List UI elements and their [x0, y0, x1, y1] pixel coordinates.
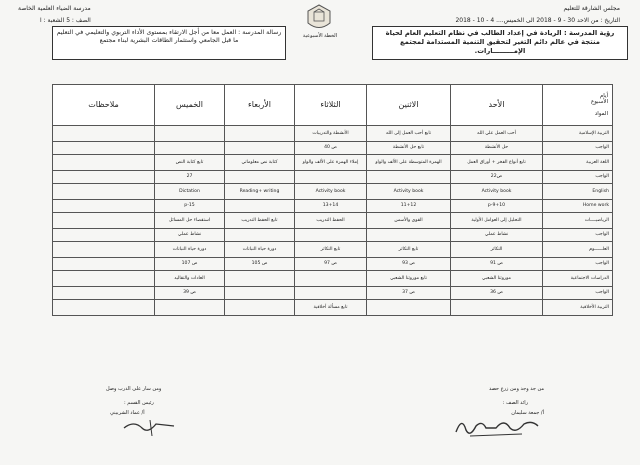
cell-tuesday: [295, 271, 367, 287]
cell-notes: [53, 200, 155, 213]
cell-thursday: p-15: [155, 200, 225, 213]
cell-sunday: نشاط عملي: [451, 229, 543, 242]
day-tuesday: الثلاثاء: [295, 85, 367, 126]
cell-wednesday: [225, 142, 295, 155]
cell-wednesday: تابع الحفظ التدريب: [225, 213, 295, 229]
cell-wednesday: [225, 171, 295, 184]
date-range: التاريخ : من الاحد 30 - 9 - 2018 الى الخميس.... 4 - 10 - 2018: [455, 17, 620, 24]
cell-tuesday: إملاء الهمزة على الألف والواو: [295, 155, 367, 171]
cell-tuesday: [295, 287, 367, 300]
cell-thursday: Dictation: [155, 184, 225, 200]
corner-subjects: المواد: [594, 111, 608, 118]
cell-notes: [53, 126, 155, 142]
right-quote: من جد وجد ومن زرع حصد: [488, 386, 544, 392]
school-name: مدرسة الضياء العلمية الخاصة: [18, 5, 91, 12]
cell-tuesday: الأنشطة والتدريبات: [295, 126, 367, 142]
cell-wednesday: [225, 287, 295, 300]
left-quote: ومن سار على الدرب وصل: [106, 386, 162, 392]
corner-days: أيام: [599, 92, 608, 99]
cell-monday: [367, 171, 451, 184]
subject-cell: الواجب: [543, 142, 613, 155]
cell-sunday: حل الأنشطة: [451, 142, 543, 155]
table-row: [53, 229, 613, 242]
cell-thursday: دورة حياة النباتات: [155, 242, 225, 258]
cell-thursday: استقصاء حل المسائل: [155, 213, 225, 229]
cell-sunday: ص 36: [451, 287, 543, 300]
subject-cell: Home work: [543, 200, 613, 213]
cell-tuesday: [295, 171, 367, 184]
cell-thursday: [155, 300, 225, 316]
cell-tuesday: تابع التكاثر: [295, 242, 367, 258]
subject-cell: الرياضيــــات: [543, 213, 613, 229]
cell-monday: ص 37: [367, 287, 451, 300]
logo-caption: الخطة الأسبوعية: [302, 33, 338, 39]
cell-thursday: نشاط عملي: [155, 229, 225, 242]
ministry-name: مجلس الشارقة للتعليم: [563, 5, 620, 12]
cell-monday: تابع التكاثر: [367, 242, 451, 258]
table-row: [53, 171, 613, 184]
table-row: [53, 155, 613, 171]
cell-wednesday: دورة حياة النباتات: [225, 242, 295, 258]
cell-monday: [367, 229, 451, 242]
day-monday: الاثنين: [367, 85, 451, 126]
cell-wednesday: [225, 200, 295, 213]
cell-thursday: تابع كتابة النص: [155, 155, 225, 171]
subject-cell: التربية الإسلامية: [543, 126, 613, 142]
cell-monday: تابع موروثنا الشعبي: [367, 271, 451, 287]
cell-thursday: ص 39: [155, 287, 225, 300]
cell-wednesday: كتابة نص معلوماتي: [225, 155, 295, 171]
cell-sunday: ص22: [451, 171, 543, 184]
cell-sunday: [451, 300, 543, 316]
table-row: [53, 271, 613, 287]
cell-notes: [53, 242, 155, 258]
cell-notes: [53, 213, 155, 229]
table-row: [53, 287, 613, 300]
subject-cell: English: [543, 184, 613, 200]
corner-week: الأسبوع: [590, 98, 608, 105]
cell-tuesday: Activity book: [295, 184, 367, 200]
cell-notes: [53, 171, 155, 184]
cell-thursday: العادات والتقاليد: [155, 271, 225, 287]
cell-tuesday: ص 97: [295, 258, 367, 271]
table-row: [53, 213, 613, 229]
cell-wednesday: ص 105: [225, 258, 295, 271]
teacher-name: أ/ جمعة سليمان: [511, 410, 544, 416]
table-row: [53, 258, 613, 271]
cell-monday: Activity book: [367, 184, 451, 200]
grade-section: الصف : 5 الشعبة : ا: [40, 17, 91, 24]
cell-monday: الهمزة المتوسطة على الألف والواو: [367, 155, 451, 171]
cell-monday: تابع أحب العمل إلى الله: [367, 126, 451, 142]
subject-cell: الدراسات الاجتماعية: [543, 271, 613, 287]
cell-tuesday: ص 40: [295, 142, 367, 155]
subject-cell: الواجب: [543, 171, 613, 184]
corner-cell: [543, 85, 613, 126]
cell-notes: [53, 271, 155, 287]
table-row: [53, 242, 613, 258]
cell-monday: ص 93: [367, 258, 451, 271]
cell-monday: 11+12: [367, 200, 451, 213]
cell-notes: [53, 184, 155, 200]
cell-notes: [53, 229, 155, 242]
notes-header: ملاحظات: [53, 85, 155, 126]
subject-cell: التربية الأخلاقية: [543, 300, 613, 316]
school-logo: [302, 3, 336, 33]
subject-cell: اللغة العربية: [543, 155, 613, 171]
mission-box: رسالة المدرسة : العمل معا من أجل الارتقاء بمستوى الأداء التربوي والتعليمي في التعليم ما قبل الجامعي واستثمار الطاقات البشرية لبناء مجتمع: [52, 26, 286, 60]
head-title: رئيس القسم :: [124, 400, 154, 406]
cell-sunday: أحب العمل علي الله: [451, 126, 543, 142]
subject-cell: الواجب: [543, 258, 613, 271]
subject-cell: الواجب: [543, 229, 613, 242]
table-row: [53, 126, 613, 142]
cell-notes: [53, 258, 155, 271]
cell-notes: [53, 287, 155, 300]
cell-sunday: ص 91: [451, 258, 543, 271]
head-signature: [120, 416, 180, 438]
cell-wednesday: [225, 229, 295, 242]
subject-cell: العلــــــوم: [543, 242, 613, 258]
cell-thursday: 27: [155, 171, 225, 184]
cell-notes: [53, 142, 155, 155]
cell-notes: [53, 300, 155, 316]
cell-tuesday: [295, 229, 367, 242]
cell-wednesday: [225, 126, 295, 142]
cell-wednesday: Reading+ writing: [225, 184, 295, 200]
cell-monday: [367, 300, 451, 316]
cell-monday: تابع حل الأنشطة: [367, 142, 451, 155]
table-row: [53, 200, 613, 213]
cell-wednesday: [225, 300, 295, 316]
cell-thursday: ص 107: [155, 258, 225, 271]
cell-tuesday: تابع مسألة أخلاقية: [295, 300, 367, 316]
teacher-title: رائد الصف :: [502, 400, 528, 406]
cell-sunday: تابع أنواع الفخر + أوراق العمل: [451, 155, 543, 171]
subject-cell: الواجب: [543, 287, 613, 300]
cell-tuesday: الحفظ التدريب: [295, 213, 367, 229]
cell-tuesday: 13+14: [295, 200, 367, 213]
vision-box: رؤية المدرسة : الريادة في إعداد الطالب في نظام التعليم العام لحياة منتجة في عالم دائم التغير لتحقيق التنمية المستدامة لمجتمع الإمـــــــــارات.: [372, 26, 628, 60]
table-row: [53, 300, 613, 316]
cell-sunday: التحليل إلى العوامل الأولية: [451, 213, 543, 229]
teacher-signature: [452, 414, 542, 440]
table-row: [53, 142, 613, 155]
day-wednesday: الأربعاء: [225, 85, 295, 126]
table-header-row: [53, 85, 613, 126]
cell-sunday: Activity book: [451, 184, 543, 200]
cell-sunday: التكاثر: [451, 242, 543, 258]
cell-wednesday: [225, 271, 295, 287]
cell-monday: القوى والأسس: [367, 213, 451, 229]
cell-thursday: [155, 126, 225, 142]
day-thursday: الخميس: [155, 85, 225, 126]
cell-sunday: موروثنا الشعبي: [451, 271, 543, 287]
cell-thursday: [155, 142, 225, 155]
head-name: أ/ عماد الشربيني: [110, 410, 145, 416]
cell-sunday: p-9+10: [451, 200, 543, 213]
table-row: [53, 184, 613, 200]
weekly-plan-table: [52, 84, 613, 316]
day-sunday: الأحد: [451, 85, 543, 126]
cell-notes: [53, 155, 155, 171]
